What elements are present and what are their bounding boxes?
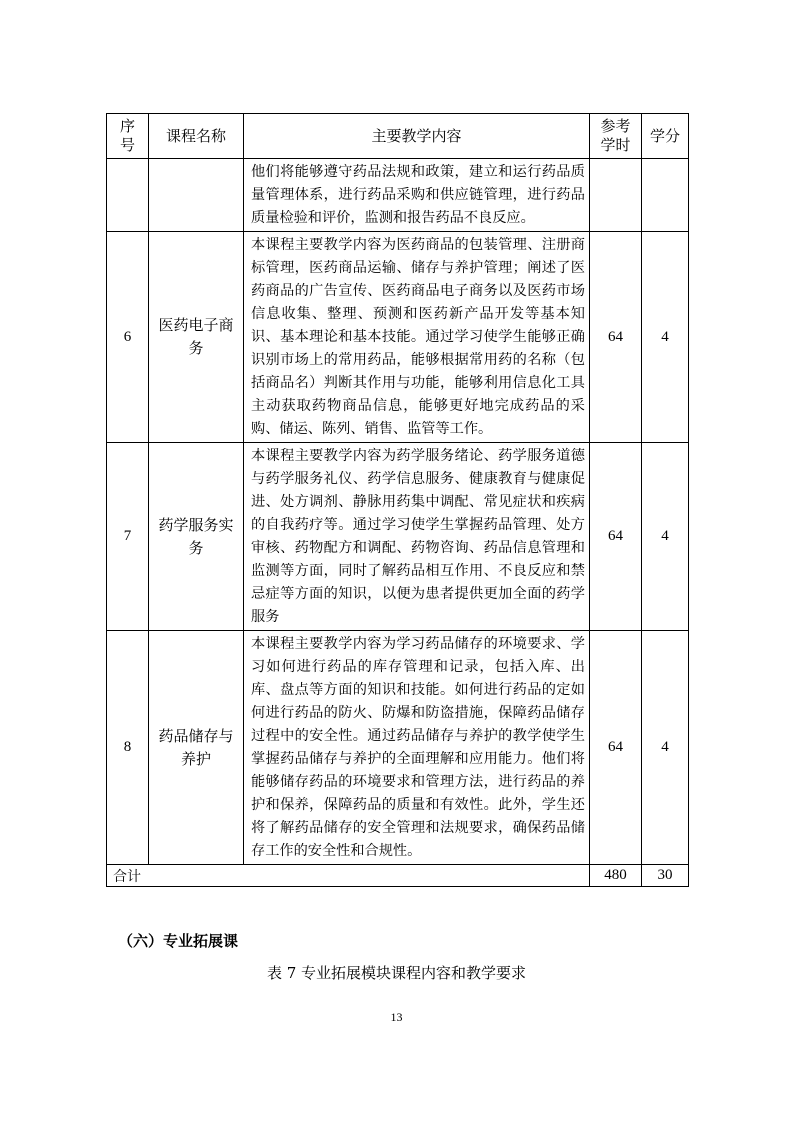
cell-no	[107, 159, 149, 232]
header-content: 主要教学内容	[244, 114, 590, 159]
cell-content: 本课程主要教学内容为医药商品的包装管理、注册商标管理，医药商品运输、储存与养护管理；阐述了医药商品的广告宣传、医药商品电子商务以及医药市场信息收集、整理、预测和医药新产品开发等基本知识、基本理论和基本技能。通过学习使学生能够正确识别市场上的常用药品，能够根据常用药的名称（包括商品名）判断其作用与功能，能够利用信息化工具主动获取药物商品信息，能够更好地完成药品的采购、储运、陈列、销售、监管等工作。	[244, 232, 590, 443]
cell-hours	[590, 159, 642, 232]
cell-credits	[642, 159, 689, 232]
header-hours: 参考学时	[590, 114, 642, 159]
cell-hours: 64	[590, 631, 642, 865]
cell-content: 他们将能够遵守药品法规和政策，建立和运行药品质量管理体系，进行药品采购和供应链管理，进行药品质量检验和评价，监测和报告药品不良反应。	[244, 159, 590, 232]
cell-name: 药品储存与养护	[149, 631, 244, 865]
total-label: 合计	[107, 865, 590, 887]
table-row	[107, 159, 689, 232]
total-credits: 30	[642, 865, 689, 887]
cell-credits: 4	[642, 443, 689, 631]
cell-no: 6	[107, 232, 149, 443]
cell-hours: 64	[590, 232, 642, 443]
cell-content: 本课程主要教学内容为药学服务绪论、药学服务道德与药学服务礼仪、药学信息服务、健康教育与健康促进、处方调剂、静脉用药集中调配、常见症状和疾病的自我药疗等。通过学习使学生掌握药品管理、处方审核、药物配方和调配、药物咨询、药品信息管理和监测等方面，同时了解药品相互作用、不良反应和禁忌症等方面的知识，以便为患者提供更加全面的药学服务	[244, 443, 590, 631]
table-header-row	[107, 114, 689, 159]
cell-hours: 64	[590, 443, 642, 631]
header-no: 序号	[107, 114, 149, 159]
header-credits: 学分	[642, 114, 689, 159]
table-row	[107, 232, 689, 443]
header-course-name: 课程名称	[149, 114, 244, 159]
cell-name: 药学服务实务	[149, 443, 244, 631]
cell-name: 医药电子商务	[149, 232, 244, 443]
table-row	[107, 443, 689, 631]
cell-no: 7	[107, 443, 149, 631]
page-number: 13	[390, 1010, 403, 1024]
cell-content: 本课程主要教学内容为学习药品储存的环境要求、学习如何进行药品的库存管理和记录，包括入库、出库、盘点等方面的知识和技能。如何进行药品的定如何进行药品的防火、防爆和防盗措施，保障药品储存过程中的安全性。通过药品储存与养护的教学使学生掌握药品储存与养护的全面理解和应用能力。他们将能够储存药品的环境要求和管理方法，进行药品的养护和保养，保障药品的质量和有效性。此外，学生还将了解药品储存的安全管理和法规要求，确保药品储存工作的安全性和合规性。	[244, 631, 590, 865]
cell-name	[149, 159, 244, 232]
cell-no: 8	[107, 631, 149, 865]
total-hours: 480	[590, 865, 642, 887]
course-table	[106, 113, 689, 887]
table-caption: 表 7 专业拓展模块课程内容和教学要求	[266, 964, 527, 982]
cell-credits: 4	[642, 232, 689, 443]
table-row	[107, 631, 689, 865]
cell-credits: 4	[642, 631, 689, 865]
section-heading: （六）专业拓展课	[118, 932, 239, 950]
total-row	[107, 865, 689, 887]
